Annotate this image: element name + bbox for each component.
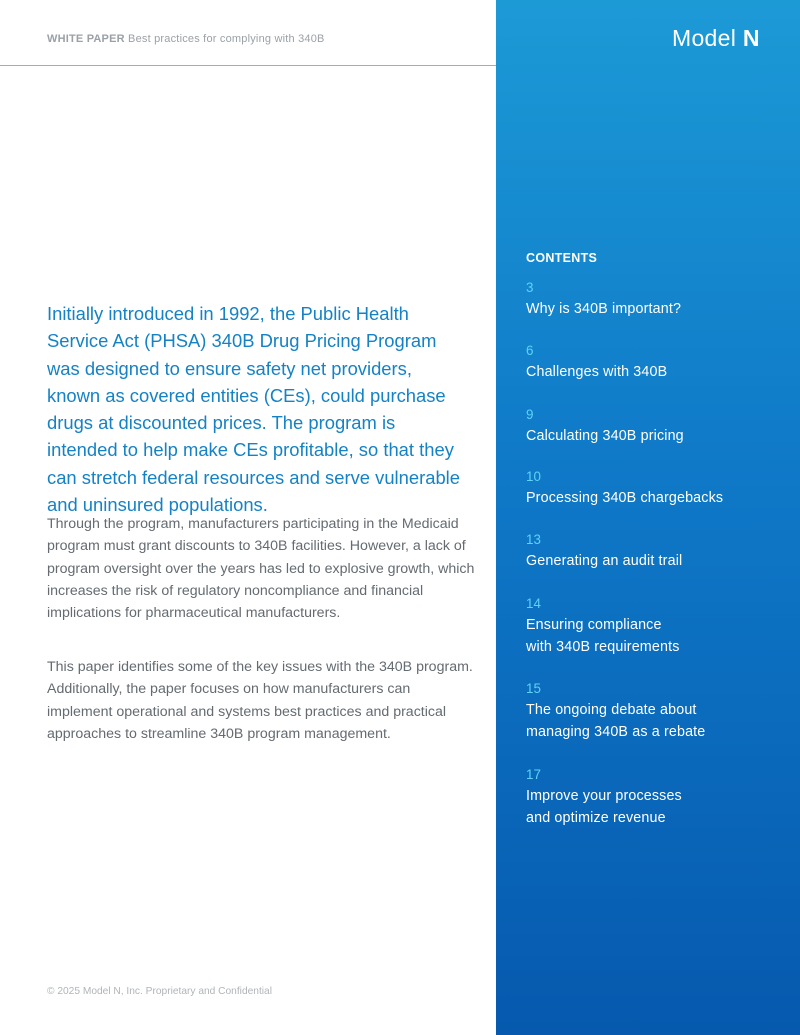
toc-page-number: 14 xyxy=(526,596,541,611)
copyright-footer: © 2025 Model N, Inc. Proprietary and Confidential xyxy=(47,986,272,997)
toc-item[interactable] xyxy=(526,405,786,447)
toc-item-title: Why is 340B important? xyxy=(526,301,682,317)
toc-item[interactable] xyxy=(526,467,786,509)
model-n-logo xyxy=(672,25,760,52)
body-paragraph: Through the program, manufacturers participating in the Medicaid program must grant discounts to 340B facilities. However, a lack of program oversight over the years has led to explosive growth, which increases the risk of regulatory noncompliance and financial implications for pharmaceutical manufacturers. xyxy=(47,516,475,622)
logo-letter: N xyxy=(742,25,760,51)
toc-page-number: 6 xyxy=(526,343,534,358)
toc-item[interactable] xyxy=(526,765,786,829)
toc-item-title: Challenges with 340B xyxy=(526,364,668,380)
body-paragraph: This paper identifies some of the key issues with the 340B program. Additionally, the paper focuses on how manufacturers can implement operational and systems best practices and practical approaches to streamline 340B program management. xyxy=(47,659,473,742)
toc-item[interactable] xyxy=(526,594,786,658)
toc-item[interactable] xyxy=(526,679,786,743)
toc-item-title: Processing 340B chargebacks xyxy=(526,490,724,506)
toc-item-title: Calculating 340B pricing xyxy=(526,428,684,444)
toc-item-title: Improve your processes and optimize revenue xyxy=(526,788,682,826)
toc-page-number: 15 xyxy=(526,681,541,696)
toc-page-number: 9 xyxy=(526,407,534,422)
toc-item[interactable] xyxy=(526,530,786,572)
contents-sidebar xyxy=(496,0,800,1035)
toc-item-title: Ensuring compliance with 340B requirements xyxy=(526,617,680,655)
toc-page-number: 13 xyxy=(526,532,541,547)
toc-page-number: 10 xyxy=(526,469,541,484)
toc-page-number: 3 xyxy=(526,280,534,295)
toc-item[interactable] xyxy=(526,341,786,383)
contents-heading: CONTENTS xyxy=(526,251,598,265)
header-divider xyxy=(0,65,496,66)
toc-page-number: 17 xyxy=(526,767,541,782)
toc-item-title: Generating an audit trail xyxy=(526,553,683,569)
header-title xyxy=(47,33,325,45)
intro-paragraph: Initially introduced in 1992, the Public Health Service Act (PHSA) 340B Drug Pricing Program was designed to ensure safety net providers, known as covered entities (CEs), could purchase drugs at discounted prices. The program is intended to help make CEs profitable, so that they can stretch federal resources and serve vulnerable and uninsured populations. xyxy=(47,303,460,516)
document-type-label: WHITE PAPER xyxy=(47,33,125,45)
toc-item-title: The ongoing debate about managing 340B as a rebate xyxy=(526,702,706,740)
document-title: Best practices for complying with 340B xyxy=(128,33,325,45)
logo-word: Model xyxy=(672,25,737,51)
toc-item[interactable] xyxy=(526,278,786,320)
